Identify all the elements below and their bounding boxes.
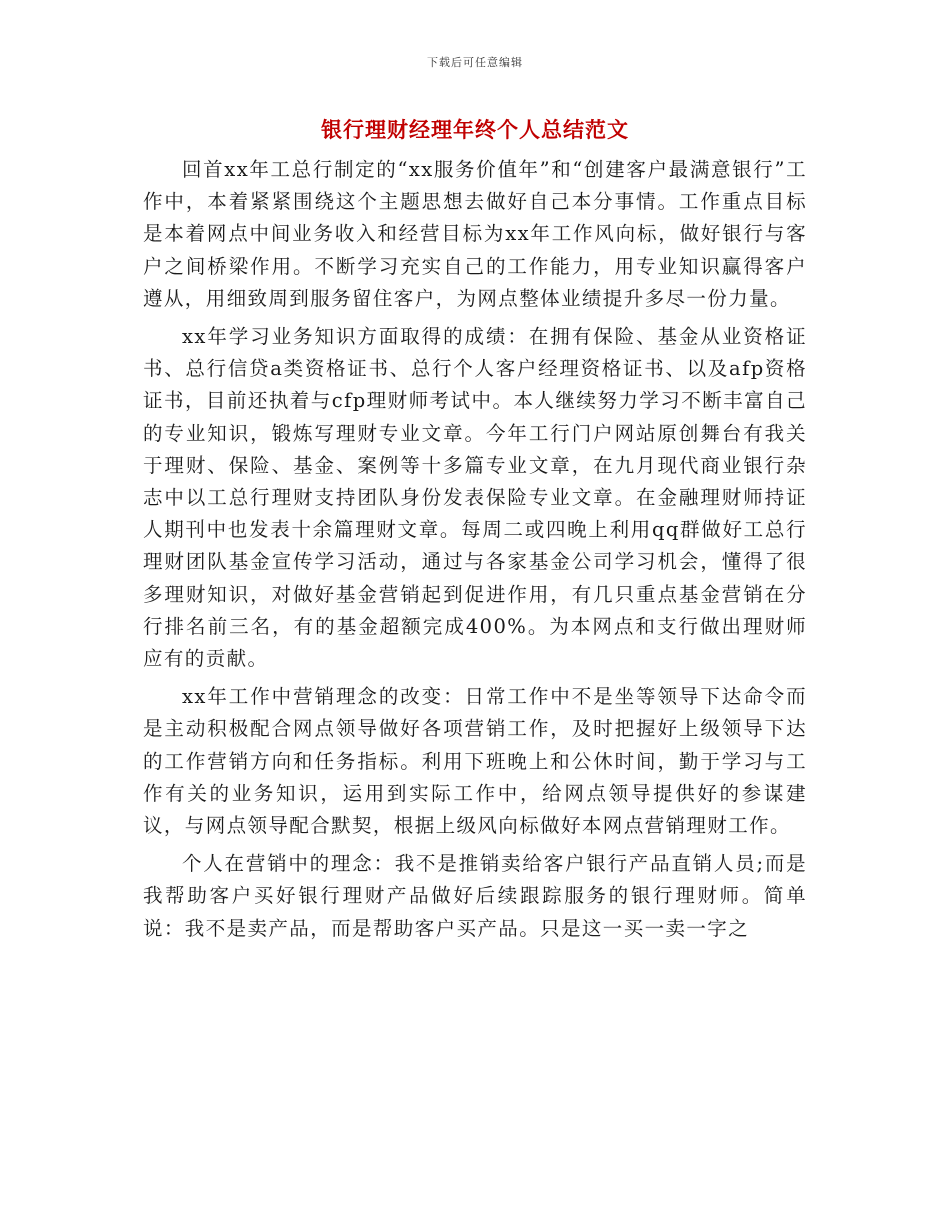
paragraph-achievements: xx年学习业务知识方面取得的成绩：在拥有保险、基金从业资格证书、总行信贷a类资格证书、总行个人客户经理资格证书、以及afp资格证书，目前还执着与cfp理财师考试中。本人继续努力学习不断丰富自己的专业知识，锻炼写理财专业文章。今年工行门户网站原创舞台有我关于理财、保险、基金、案例等十多篇专业文章，在九月现代商业银行杂志中以工总行理财支持团队身份发表保险专业文章。在金融理财师持证人期刊中也发表十余篇理财文章。每周二或四晚上利用qq群做好工总行理财团队基金宣传学习活动，通过与各家基金公司学习机会，懂得了很多理财知识，对做好基金营销起到促进作用，有几只重点基金营销在分行排名前三名，有的基金超额完成400%。为本网点和支行做出理财师应有的贡献。 [143, 325, 807, 671]
document-body [143, 154, 807, 951]
document-title: 银行理财经理年终个人总结范文 [321, 118, 629, 142]
paragraph-intro: 回首xx年工总行制定的“xx服务价值年”和“创建客户最满意银行”工作中，本着紧紧围绕这个主题思想去做好自己本分事情。工作重点目标是本着网点中间业务收入和经营目标为xx年工作风向标，做好银行与客户之间桥梁作用。不断学习充实自己的工作能力，用专业知识赢得客户遵从，用细致周到服务留住客户，为网点整体业绩提升多尽一份力量。 [143, 158, 807, 310]
paragraph-marketing-philosophy: 个人在营销中的理念：我不是推销卖给客户银行产品直销人员;而是我帮助客户买好银行理财产品做好后续跟踪服务的银行理财师。简单说：我不是卖产品，而是帮助客户买产品。只是这一买一卖一字之 [143, 852, 807, 940]
paragraph-marketing-change: xx年工作中营销理念的改变：日常工作中不是坐等领导下达命令而是主动积极配合网点领导做好各项营销工作，及时把握好上级领导下达的工作营销方向和任务指标。利用下班晚上和公休时间，勤于学习与工作有关的业务知识，运用到实际工作中，给网点领导提供好的参谋建议，与网点领导配合默契，根据上级风向标做好本网点营销理财工作。 [143, 685, 807, 838]
header-note: 下载后可任意编辑 [427, 56, 523, 69]
